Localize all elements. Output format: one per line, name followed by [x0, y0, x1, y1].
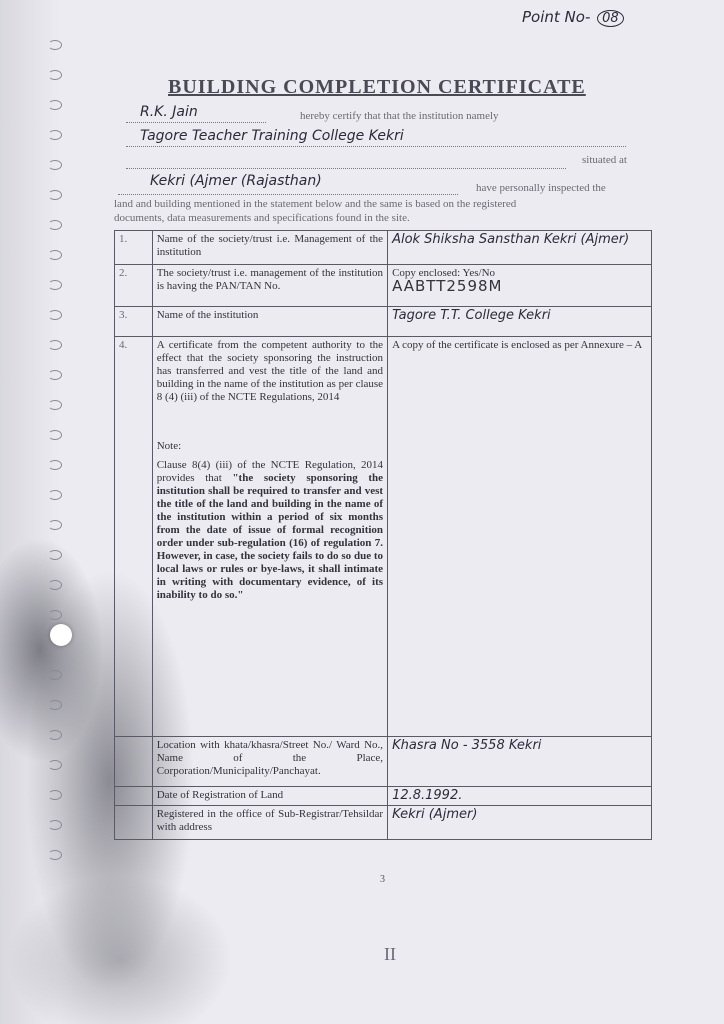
page-number: 3 [380, 874, 385, 885]
row-question: Date of Registration of Land [152, 787, 387, 806]
table-row [115, 337, 652, 737]
institution-location: Kekri (Ajmer (Rajasthan) [150, 173, 322, 189]
table-row [115, 806, 652, 840]
certificate-table [114, 230, 652, 840]
bottom-mark: II [384, 944, 396, 964]
point-number-value: 08 [597, 10, 624, 27]
row-question: The society/trust i.e. management of the institution is having the PAN/TAN No. [152, 265, 387, 307]
note-bold: "the society sponsoring the institution shall be required to transfer and vest the title of the land and building in the name of the institution within a period of six months from the date of issue of formal recognition order under sub-regulation (16) of regulation 7. However, in case, the society fails to do so due to local laws or rules or bye-laws, it shall intimate in writing with documentary evidence, of its inability to do so." [156, 472, 384, 601]
table-row [115, 265, 652, 307]
row-number [115, 787, 153, 806]
statement-line-1: land and building mentioned in the statement below and the same is based on the registered [114, 198, 517, 210]
certify-text: hereby certify that that the institution namely [300, 110, 499, 122]
row-question: Name of the society/trust i.e. Management of the institution [152, 231, 387, 265]
row-question: A certificate from the competent authority to the effect that the society sponsoring the instruction has transferred and vest the title of the land and building in the name of the institution as per clause 8 (4) (iii) of the NCTE Regulations, 2014 [156, 339, 384, 403]
row-answer: Khasra No - 3558 Kekri [392, 738, 542, 753]
situated-text: situated at [582, 154, 627, 166]
table-row [115, 231, 652, 265]
inspected-text: have personally inspected the [476, 182, 606, 194]
note-label: Note: [156, 440, 182, 452]
punch-hole [50, 624, 72, 646]
note-plain: Clause 8(4) (iii) of the NCTE Regulation, 2014 provides that [156, 459, 384, 484]
row-number: 2. [115, 265, 153, 307]
table-row [115, 737, 652, 787]
table-row [115, 307, 652, 337]
statement-line-2: documents, data measurements and specifications found in the site. [114, 212, 410, 224]
row-answer: A copy of the certificate is enclosed as per Annexure – A [388, 337, 652, 737]
pan-number: AABTT2598M [392, 277, 503, 295]
row-number: 4. [115, 337, 153, 737]
certifier-name: R.K. Jain [140, 104, 198, 120]
point-number-label: Point No- [522, 8, 591, 26]
row-number: 3. [115, 307, 153, 337]
row-question: Location with khata/khasra/Street No./ Ward No., Name of the Place, Corporation/Municipality/Panchayat. [152, 737, 387, 787]
row-answer: 12.8.1992. [392, 788, 463, 803]
row-answer: Kekri (Ajmer) [392, 807, 478, 822]
binding-holes [44, 40, 66, 940]
row-number: 1. [115, 231, 153, 265]
row-question: Registered in the office of Sub-Registrar/Tehsildar with address [152, 806, 387, 840]
row-number [115, 737, 153, 787]
row-answer: Tagore T.T. College Kekri [392, 308, 551, 323]
point-number [522, 8, 624, 27]
document-title: BUILDING COMPLETION CERTIFICATE [168, 76, 586, 98]
row-answer: Alok Shiksha Sansthan Kekri (Ajmer) [392, 232, 630, 247]
table-row [115, 787, 652, 806]
row-number [115, 806, 153, 840]
note-text [157, 459, 383, 602]
copy-enclosed-label: Copy enclosed: Yes/No [392, 267, 496, 279]
institution-name-handwritten: Tagore Teacher Training College Kekri [140, 128, 404, 144]
row-question: Name of the institution [152, 307, 387, 337]
